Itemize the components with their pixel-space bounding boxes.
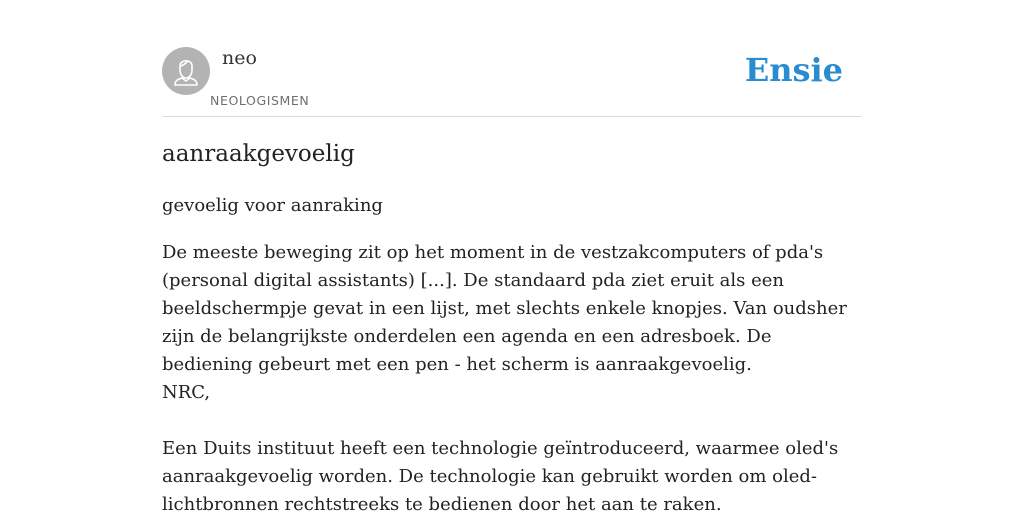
example-spacer bbox=[162, 407, 862, 435]
entry-definition: gevoelig voor aanraking bbox=[162, 195, 383, 216]
example-text: Een Duits instituut heeft een technologie geïntroduceerd, waarmee oled's aanraakgevoelig worden. De technologie kan gebruikt worden om oled-lichtbronnen rechtstreeks te bedienen door het aan te raken. bbox=[162, 438, 839, 515]
brand-logo[interactable]: Ensie bbox=[744, 51, 843, 89]
username[interactable]: neo bbox=[222, 47, 257, 69]
entry-page bbox=[162, 0, 862, 515]
entry-title: aanraakgevoelig bbox=[162, 141, 355, 167]
entry-header bbox=[162, 0, 862, 117]
example-source: NRC, bbox=[162, 382, 211, 403]
category-label[interactable]: NEOLOGISMEN bbox=[210, 93, 310, 108]
example-text: De meeste beweging zit op het moment in de vestzakcomputers of pda's (personal digital assistants) [...]. De standaard pda ziet eruit als een beeldschermpje gevat in een lijst, met slechts enkele knopjes. Van oudsher zijn de belangrijkste onderdelen een agenda en een adresboek. De bediening gebeurt met een pen - het scherm is aanraakgevoelig. bbox=[162, 242, 847, 375]
user-avatar-icon[interactable] bbox=[162, 47, 210, 95]
entry-examples bbox=[162, 239, 862, 519]
